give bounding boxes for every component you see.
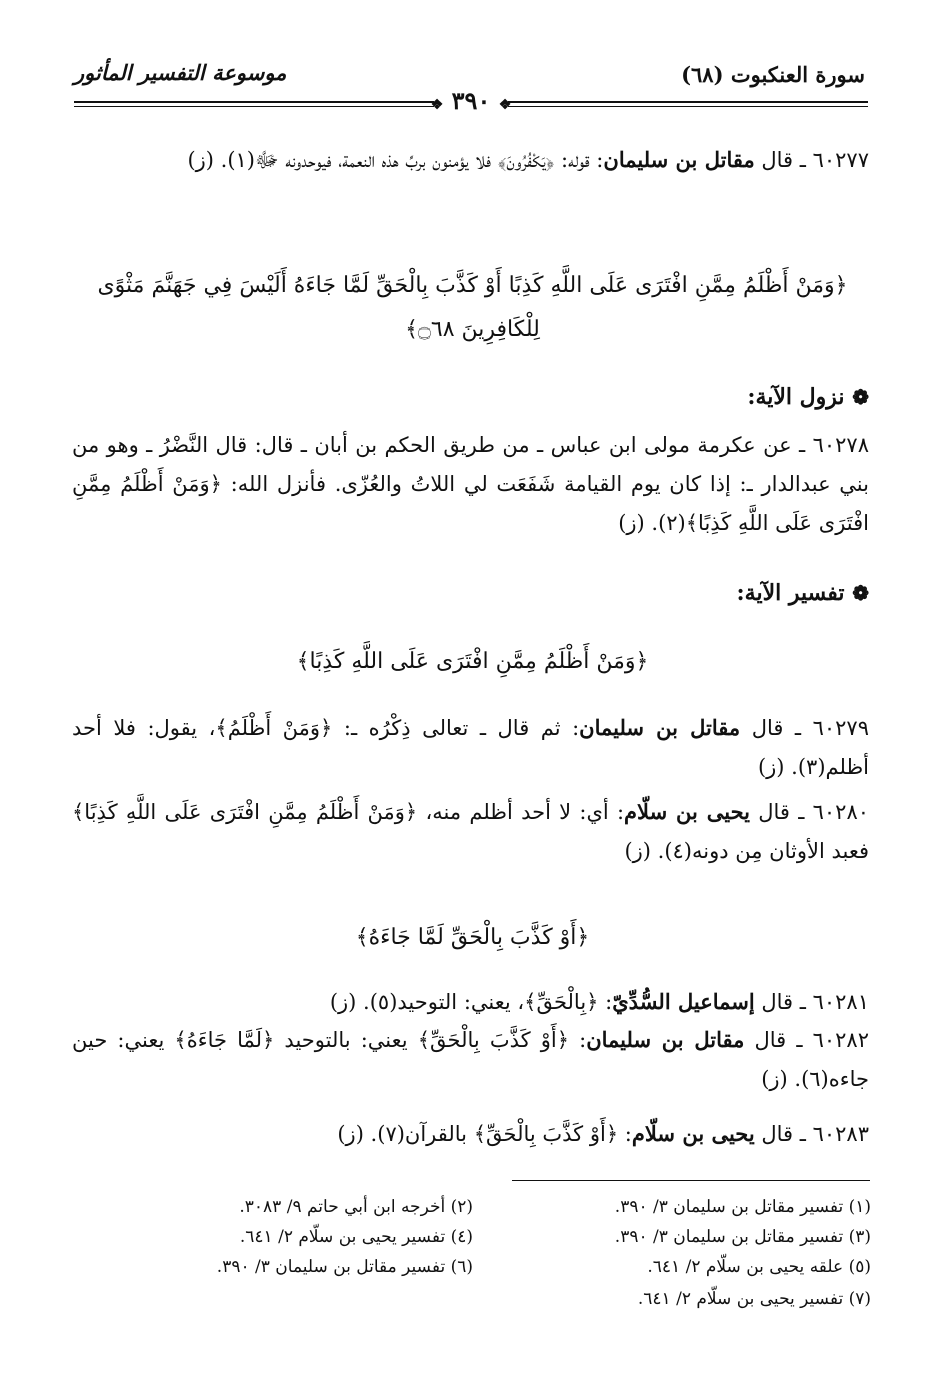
entry-60283: ٦٠٢٨٣ ـ قال يحيى بن سلّام: ﴿أَوْ كَذَّبَ بِالْحَقِّ﴾ بالقرآن(٧). (ز) [337,1121,869,1146]
ornament-icon: ❖ [498,97,512,113]
narrator-name: مقاتل بن سليمان [586,1027,745,1052]
header-rule-left [74,101,434,103]
entry-60282: ٦٠٢٨٢ ـ قال مقاتل بن سليمان: ﴿أَوْ كَذَّبَ بِالْحَقِّ﴾ يعني: بالتوحيد ﴿لَمَّا جَاءَهُ﴾ يعني: حين جاءه(٦). (ز) [72,1027,869,1091]
narrator-name: مقاتل بن سليمان [603,147,755,172]
narrator-name: يحيى بن سلّام [624,799,751,824]
entry-60278: ٦٠٢٧٨ ـ عن عكرمة مولى ابن عباس ـ من طريق الحكم بن أبان ـ قال: قال النَّضْرُ ـ وهو من بني عبدالدار ـ: إذا كان يوم القيامة شَفَعَت لي اللاتُ والعُزّى. فأنزل الله: ﴿وَمَنْ أَظْلَمُ مِمَّنِ افْتَرَى عَلَى اللَّهِ كَذِبًا﴾(٢). (ز) [72,433,869,535]
header-rule-right [508,101,868,103]
page-number [424,86,518,115]
narrator-name: مقاتل بن سليمان [579,715,741,740]
entry-60277: ٦٠٢٧٧ ـ قال مقاتل بن سليمان: قوله: ﴿يَكْفُرُونَ﴾ فلا يؤمنون بربِّ هذه النعمة، فيوحدونه ﷻ(١). (ز) [187,147,869,172]
narrator-name: إسماعيل السُّدِّيّ [612,989,755,1014]
flower-icon: ❁ [852,385,869,409]
footnote-1: (١) تفسير مقاتل بن سليمان ٣/ ٣٩٠. [614,1197,871,1217]
heading-tafsir: ❁ تفسير الآية: [736,580,869,606]
entry-60280: ٦٠٢٨٠ ـ قال يحيى بن سلّام: أي: لا أحد أظلم منه، ﴿وَمَنْ أَظْلَمُ مِمَّنِ افْتَرَى عَلَى اللَّهِ كَذِبًا﴾ فعبد الأوثان مِن دونه(٤). (ز) [72,799,870,863]
footnote-7: (٧) تفسير يحيى بن سلّام ٢/ ٦٤١. [637,1289,871,1309]
page-number-text: ٣٩٠ [451,86,491,115]
footnote-6: (٦) تفسير مقاتل بن سليمان ٣/ ٣٩٠. [216,1257,473,1277]
footnote-2: (٢) أخرجه ابن أبي حاتم ٩/ ٣٠٨٣. [239,1197,473,1217]
footnote-5: (٥) علقه يحيى بن سلّام ٢/ ٦٤١. [647,1257,871,1277]
ayah-segment-1: ﴿وَمَنْ أَظْلَمُ مِمَّنِ افْتَرَى عَلَى اللَّهِ كَذِبًا﴾ [296,649,649,674]
book-title: موسوعة التفسير المأثور [74,60,287,85]
footnote-3: (٣) تفسير مقاتل بن سليمان ٣/ ٣٩٠. [614,1227,871,1247]
ayah-main: ﴿وَمَنْ أَظْلَمُ مِمَّنِ افْتَرَى عَلَى اللَّهِ كَذِبًا أَوْ كَذَّبَ بِالْحَقِّ لَمَّا جَاءَهُ أَلَيْسَ فِي جَهَنَّمَ مَثْوًى لِلْكَافِرِينَ ۝٦٨﴾ [97,273,848,342]
surah-title: سورة العنكبوت (٦٨) [681,62,865,87]
entry-60279: ٦٠٢٧٩ ـ قال مقاتل بن سليمان: ثم قال ـ تعالى ذِكْرُه ـ: ﴿وَمَنْ أَظْلَمُ﴾، يقول: فلا أحد أظلم(٣). (ز) [72,715,869,779]
footnote-4: (٤) تفسير يحيى بن سلّام ٢/ ٦٤١. [239,1227,473,1247]
narrator-name: يحيى بن سلّام [631,1121,755,1146]
flower-icon: ❁ [852,581,869,605]
ornament-icon: ❖ [430,97,444,113]
ayah-segment-2: ﴿أَوْ كَذَّبَ بِالْحَقِّ لَمَّا جَاءَهُ﴾ [355,925,590,950]
entry-60281: ٦٠٢٨١ ـ قال إسماعيل السُّدِّيّ: ﴿بِالْحَقِّ﴾، يعني: التوحيد(٥). (ز) [329,989,869,1014]
heading-nuzul: ❁ نزول الآية: [747,384,869,410]
footnote-separator [512,1180,870,1181]
